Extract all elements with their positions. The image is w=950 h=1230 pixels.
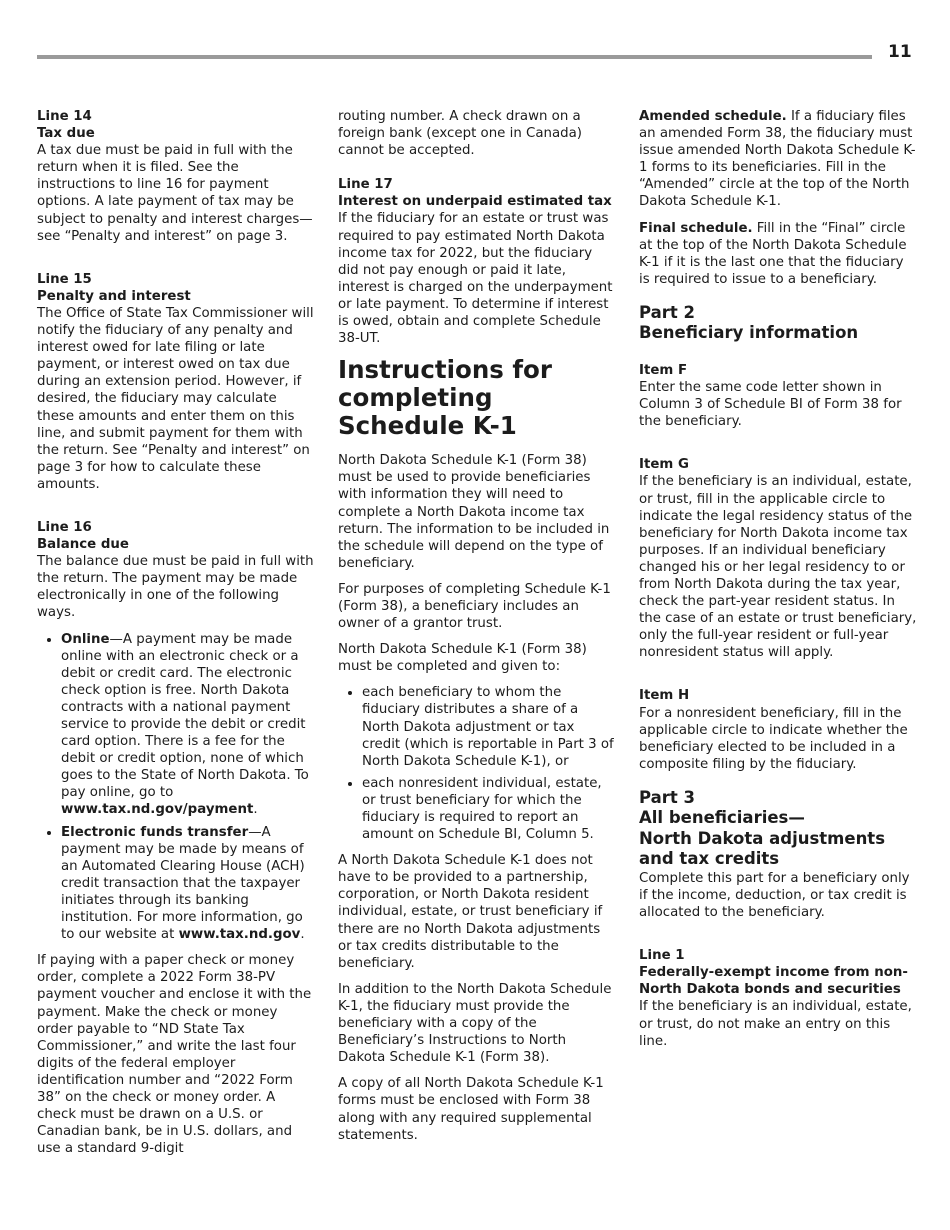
part-3-title: Part 3 — [639, 787, 696, 807]
line-17-subtitle: Interest on underpaid estimated tax — [338, 194, 612, 210]
item-f-title: Item F — [639, 362, 688, 378]
column-middle — [338, 108, 616, 1153]
part-2-subtitle: Beneficiary information — [639, 323, 859, 343]
column-left — [37, 108, 315, 1166]
item-h-title: Item H — [639, 688, 690, 704]
line-14-subtitle: Tax due — [37, 126, 95, 142]
line-15-subtitle: Penalty and interest — [37, 288, 191, 304]
part-3-subtitle-1: All beneficiaries— — [639, 808, 805, 828]
item-g-title: Item G — [639, 457, 689, 473]
payment-methods-list — [37, 631, 315, 944]
k1-paragraph-3: North Dakota Schedule K-1 (Form 38) must be completed and given to: — [338, 642, 587, 675]
line-16-text: The balance due must be paid in full with the return. The payment may be made electronically in one of the following ways. — [37, 554, 314, 621]
line-1-subtitle: Federally-exempt income from non-North Dakota bonds and securities — [639, 965, 908, 998]
eft-text: —A payment may be made by means of an Automated Clearing House (ACH) credit transaction that the taxpayer initiates through its banking institution. For more information, go to our website at — [61, 824, 305, 943]
punct: . — [300, 927, 305, 943]
eft-lead: Electronic funds transfer — [61, 824, 249, 840]
online-text: —A payment may be made online with an electronic check or a debit or credit card. The electronic check option is free. North Dakota contracts with a national payment service to provide the debit or credit card option. There is a fee for the debit or credit option, none of which goes to the State of North Dakota. To pay online, go to — [61, 631, 309, 801]
part-2-title: Part 2 — [639, 302, 696, 322]
payment-link[interactable]: www.tax.nd.gov/payment — [61, 802, 254, 818]
amended-lead: Amended schedule. — [639, 109, 787, 124]
line-17-title: Line 17 — [338, 177, 393, 193]
line-16-title: Line 16 — [37, 519, 92, 535]
k1-paragraph-5: In addition to the North Dakota Schedule K-1, the fiduciary must provide the beneficiary with a copy of the Beneficiary’s Instructions to North Dakota Schedule K-1 (Form 38). — [338, 981, 612, 1066]
list-item: • each beneficiary to whom the fiduciary distributes a share of a North Dakota adjustment or tax credit (which is reportable in Part 3 of North Dakota Schedule K-1), or — [362, 684, 616, 769]
k1-recipients-list — [338, 684, 616, 843]
line-1-title: Line 1 — [639, 948, 685, 964]
list-item: • each nonresident individual, estate, or trust beneficiary for which the fiduciary is required to report an amount on Schedule BI, Column 5. — [362, 775, 616, 843]
line-17-text: If the fiduciary for an estate or trust was required to pay estimated North Dakota income tax for 2022, but the fiduciary did not pay enough or paid it late, interest is charged on the underpayment or late payment. To determine if interest is owed, obtain and complete Schedule 38-UT. — [338, 211, 613, 347]
punct: . — [253, 802, 258, 818]
line-14-text: A tax due must be paid in full with the return when it is filed. See the instructions to line 16 for payment options. A late payment of tax may be subject to penalty and interest charges—see “Penalty and interest” on page 3. — [37, 143, 313, 244]
online-lead: Online — [61, 631, 110, 647]
k1-paragraph-2: For purposes of completing Schedule K-1 (Form 38), a beneficiary includes an owner of a grantor trust. — [338, 581, 611, 632]
paper-check-text: If paying with a paper check or money order, complete a 2022 Form 38-PV payment voucher and enclose it with the payment. Make the check or money order payable to “ND State Tax Commissioner,” and write the last four digits of the federal employer identification number and “2022 Form 38” on the check or money order. A check must be drawn on a U.S. or Canadian bank, be in U.S. dollars, and use a standard 9-digit — [37, 953, 312, 1157]
line-15-title: Line 15 — [37, 271, 92, 287]
part-3-subtitle-2: North Dakota adjustments and tax credits — [639, 828, 886, 869]
amended-paragraph — [639, 108, 917, 211]
part-3-text: Complete this part for a beneficiary only if the income, deduction, or tax credit is allocated to the beneficiary. — [639, 870, 910, 921]
line-14-title: Line 14 — [37, 109, 92, 124]
line-15-text: The Office of State Tax Commissioner will notify the fiduciary of any penalty and interest owed for late filing or late payment, or interest owed on tax due during an extension period. However, if desired, the fiduciary may calculate these amounts and enter them on this line, and submit payment for them with the return. See “Penalty and interest” on page 3 for how to calculate these amounts. — [37, 305, 314, 492]
line-1-text: If the beneficiary is an individual, estate, or trust, do not make an entry on this line. — [639, 999, 912, 1049]
list-item — [61, 824, 315, 944]
item-g-text: If the beneficiary is an individual, estate, or trust, fill in the applicable circle to indicate the legal residency status of the beneficiary for North Dakota income tax purposes. If an individual beneficiary changed his or her legal residency to or from North Dakota during the tax year, check the part-year resident status. In the case of an estate or trust beneficiary, only the full-year resident or full-year nonresident status will apply. — [639, 474, 917, 661]
item-f-text: Enter the same code letter shown in Column 3 of Schedule BI of Form 38 for the beneficiary. — [639, 380, 902, 430]
page-number: 11 — [888, 42, 912, 62]
final-paragraph — [639, 220, 917, 288]
k1-paragraph-6: A copy of all North Dakota Schedule K-1 forms must be enclosed with Form 38 along with any required supplemental statements. — [338, 1076, 604, 1143]
final-lead: Final schedule. — [639, 220, 753, 236]
final-text: Fill in the “Final” circle at the top of the North Dakota Schedule K-1 if it is the last one that the fiduciary is required to issue to a beneficiary. — [639, 220, 907, 287]
k1-paragraph-1: North Dakota Schedule K-1 (Form 38) must be used to provide beneficiaries with information they will need to complete a North Dakota income tax return. The information to be included in the schedule will depend on the type of beneficiary. — [338, 453, 610, 571]
list-item — [61, 631, 315, 819]
k1-paragraph-4: A North Dakota Schedule K-1 does not have to be provided to a partnership, corporation, or North Dakota resident individual, estate, or trust beneficiary if there are no North Dakota adjustments or tax credits distributable to the beneficiary. — [338, 853, 603, 971]
header-rule — [37, 55, 872, 59]
amended-text: If a fiduciary files an amended Form 38, the fiduciary must issue amended North Dakota Schedule K-1 forms to its beneficiaries. Fill in the “Amended” circle at the top of the North Dakota Schedule K-1. — [639, 109, 916, 210]
column-right — [639, 108, 917, 1059]
website-link[interactable]: www.tax.nd.gov — [178, 927, 301, 943]
routing-continued-text: routing number. A check drawn on a foreign bank (except one in Canada) cannot be accepted. — [338, 109, 583, 159]
section-heading: Instructions for completing Schedule K-1 — [338, 355, 552, 441]
item-h-text: For a nonresident beneficiary, fill in the applicable circle to indicate whether the beneficiary elected to be included in a composite filing by the fiduciary. — [639, 705, 908, 772]
line-16-subtitle: Balance due — [37, 537, 129, 553]
